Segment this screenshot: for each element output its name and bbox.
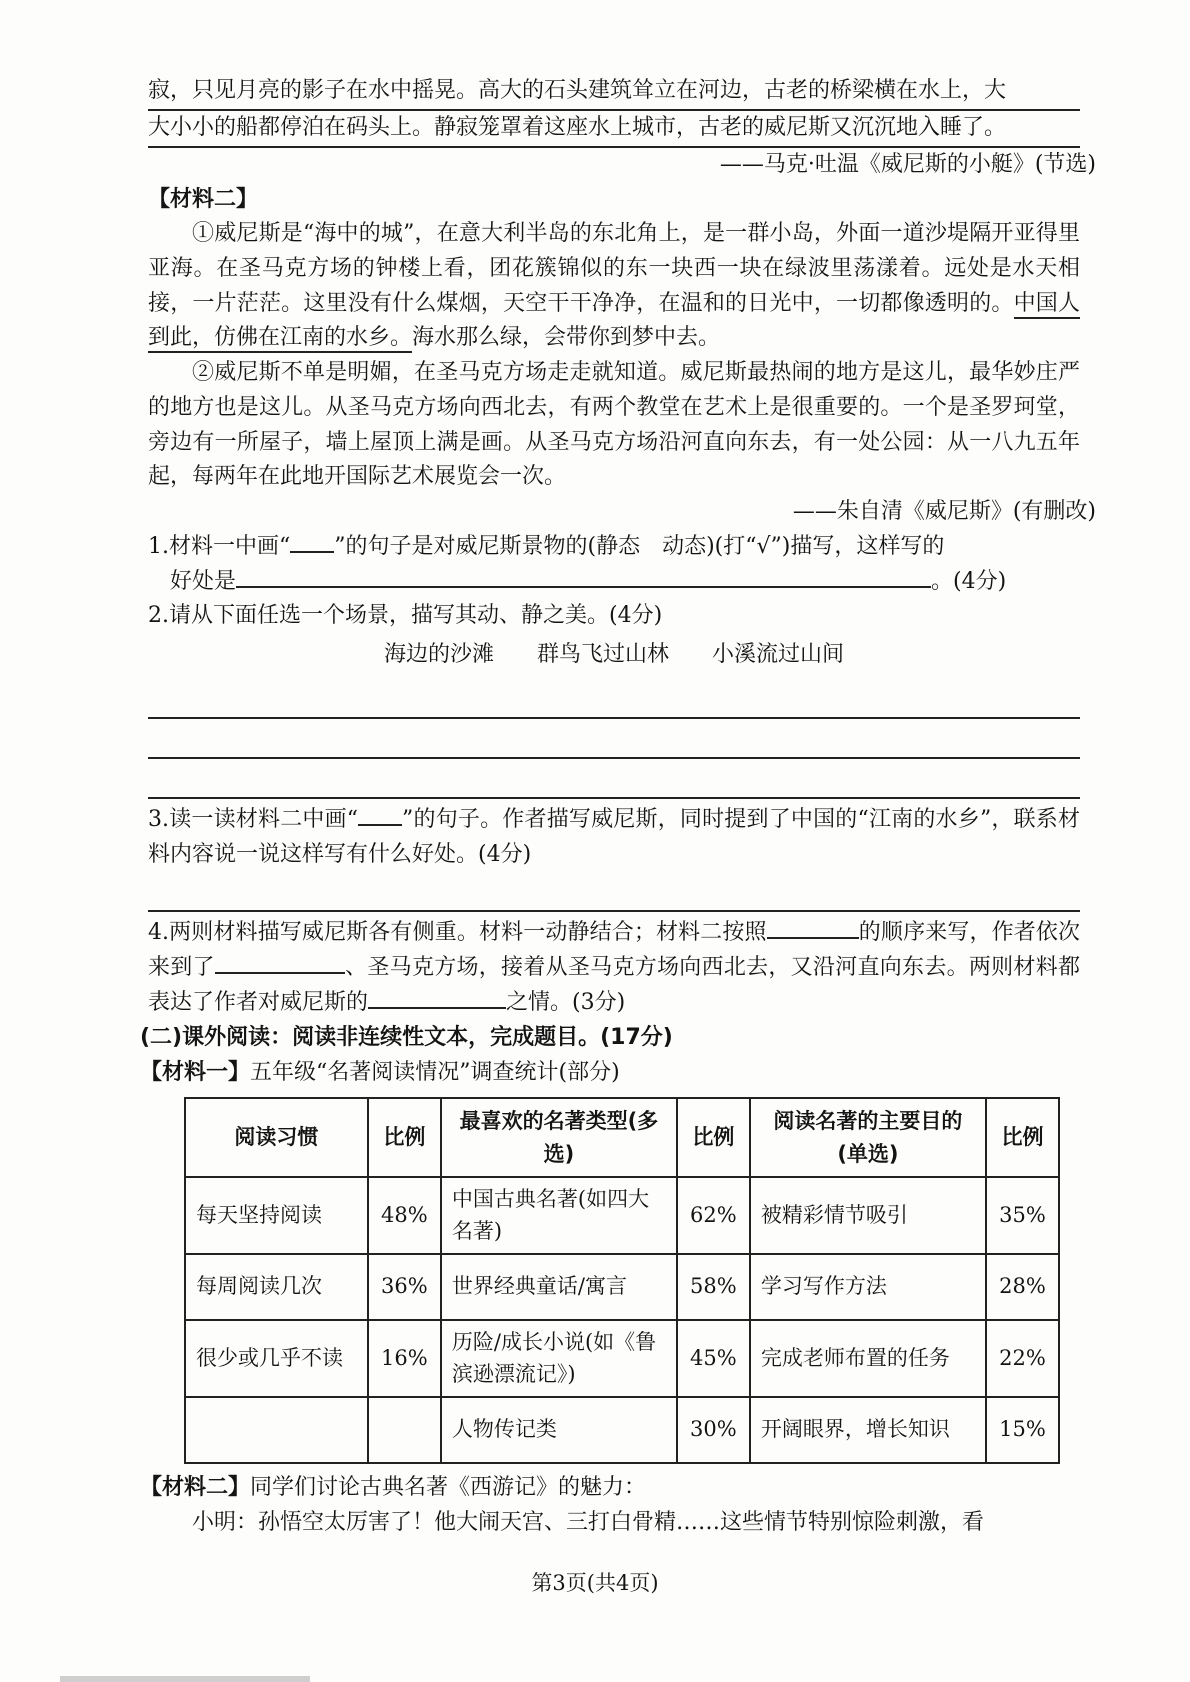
q2-option-stream: 小溪流过山间 (712, 642, 845, 667)
q1-underline-sample (290, 531, 334, 553)
q3-answer-line[interactable] (148, 872, 1080, 912)
reading-survey-table (184, 1097, 1060, 1464)
material1-tail (148, 74, 1096, 182)
question-3 (148, 803, 1080, 873)
cell-ratio: 35% (986, 1177, 1059, 1254)
q1-text-c: 好处是 (170, 568, 237, 594)
cell-purpose: 学习写作方法 (750, 1254, 986, 1320)
q2-option-beach: 海边的沙滩 (383, 642, 494, 667)
cell-type: 历险/成长小说(如《鲁滨逊漂流记》) (441, 1320, 677, 1397)
q4-blank-order[interactable] (767, 917, 859, 939)
table-row (185, 1177, 1059, 1254)
page-footer: 第3页(共4页) (531, 1570, 659, 1595)
cell-ratio: 15% (986, 1397, 1059, 1463)
p1-text: ①威尼斯是“海中的城”，在意大利半岛的东北角上，是一群小岛，外面一道沙堤隔开亚得里亚海。在圣马克方场的钟楼上看，团花簇锦似的东一块西一块在绿波里荡漾着。远处是水天相接，一片茫茫。这里没有什么煤烟，天空干干净净，在温和的日光中，一切都像透明的。 (148, 221, 1080, 316)
col-header-ratio-1: 比例 (368, 1098, 441, 1177)
cell-ratio: 48% (368, 1177, 441, 1254)
question-4 (148, 916, 1080, 1020)
m1-title: 五年级“名著阅读情况”调查统计(部分) (250, 1060, 620, 1086)
cell-purpose: 开阔眼界，增长知识 (750, 1397, 986, 1463)
q4-blank-place[interactable] (215, 952, 345, 974)
material1-source: ——马克·吐温《威尼斯的小艇》(节选) (719, 151, 1096, 177)
q4-blank-feeling[interactable] (368, 987, 506, 1009)
section2-material1-title (140, 1055, 1080, 1091)
cell-ratio: 30% (677, 1397, 750, 1463)
col-header-habit: 阅读习惯 (185, 1098, 368, 1177)
cell-habit (185, 1397, 368, 1463)
cell-ratio: 58% (677, 1254, 750, 1320)
cell-ratio: 45% (677, 1320, 750, 1397)
q4-text-a: 4.两则材料描写威尼斯各有侧重。材料一动静结合；材料二按照 (148, 920, 767, 946)
table-header-row (185, 1098, 1059, 1177)
q2-options (148, 638, 1080, 673)
cell-ratio: 28% (986, 1254, 1059, 1320)
q2-option-birds: 群鸟飞过山林 (536, 642, 669, 667)
cell-habit: 每天坚持阅读 (185, 1177, 368, 1254)
q4-text-b: 的顺序来写，作者依次来到了 (148, 920, 1080, 980)
q1-text-d: 。(4分) (931, 568, 1007, 594)
cell-type: 世界经典童话/寓言 (441, 1254, 677, 1320)
col-header-ratio-3: 比例 (986, 1098, 1059, 1177)
m1-label: 【材料一】 (140, 1059, 251, 1086)
q4-text-d: 之情。(3分) (506, 989, 626, 1015)
table-row (185, 1254, 1059, 1320)
material2-source: ——朱自清《威尼斯》(有删改) (792, 499, 1096, 524)
scan-edge-mark (60, 1676, 310, 1682)
p1-text-end: 海水那么绿，会带你到梦中去。 (412, 325, 721, 351)
question-1 (148, 530, 1080, 600)
cell-ratio (368, 1397, 441, 1463)
q2-answer-line-3[interactable] (148, 759, 1080, 799)
q2-answer-line-2[interactable] (148, 719, 1080, 759)
cell-purpose: 被精彩情节吸引 (750, 1177, 986, 1254)
underlined-sentence-line2: 大小小的船都停泊在码头上。静寂笼罩着这座水上城市，古老的威尼斯又沉沉地入睡了。 (148, 111, 1080, 148)
section2-material2 (140, 1470, 1080, 1506)
material2-paragraph2: ②威尼斯不单是明媚，在圣马克方场走走就知道。威尼斯最热闹的地方是这儿，最华妙庄严的地方也是这儿。从圣马克方场向西北去，有两个教堂在艺术上是很重要的。一个是圣罗珂堂，旁边有一所屋子，墙上屋顶上满是画。从圣马克方场沿河直向东去，有一处公园：从一八九五年起，每两年在此地开国际艺术展览会一次。 (148, 360, 1080, 490)
underlined-sentence-line1: 寂，只见月亮的影子在水中摇晃。高大的石头建筑耸立在河边，古老的桥梁横在水上，大 (148, 74, 1080, 111)
p1-underlined-sentence: 中国人到此，仿佛在江南的水乡。 (148, 291, 1080, 354)
q3-underline-sample (358, 804, 402, 826)
cell-purpose: 完成老师布置的任务 (750, 1320, 986, 1397)
q1-text-a: 1.材料一中画“ (148, 533, 291, 559)
material2 (148, 182, 1096, 530)
cell-type: 人物传记类 (441, 1397, 677, 1463)
cell-habit: 每周阅读几次 (185, 1254, 368, 1320)
table-row (185, 1320, 1059, 1397)
col-header-ratio-2: 比例 (677, 1098, 750, 1177)
cell-type: 中国古典名著(如四大名著) (441, 1177, 677, 1254)
q1-text-b: ”的句子是对威尼斯景物的(静态 动态)(打“√”)描写，这样写的 (334, 533, 945, 559)
cell-habit: 很少或几乎不读 (185, 1320, 368, 1397)
cell-ratio: 22% (986, 1320, 1059, 1397)
q3-text-b: ”的句子。作者描写威尼斯，同时提到了中国的“江南的水乡”，联系材料内容说一说这样写有什么好处。(4分) (148, 806, 1080, 867)
section2-heading: (二)课外阅读：阅读非连续性文本，完成题目。(17分) (140, 1024, 673, 1050)
m2-label: 【材料二】 (140, 1474, 251, 1501)
q4-text-c: 、圣马克方场，接着从圣马克方场向西北去，又沿河直向东去。两则材料都表达了作者对威尼斯的 (148, 955, 1080, 1015)
question-2: 2.请从下面任选一个场景，描写其动、静之美。(4分) (148, 603, 663, 629)
m2-intro: 同学们讨论古典名著《西游记》的魅力： (250, 1475, 647, 1501)
col-header-purpose: 阅读名著的主要目的(单选) (750, 1098, 986, 1177)
q1-answer-blank[interactable] (236, 566, 931, 588)
material2-paragraph1 (148, 217, 1080, 356)
q2-answer-line-1[interactable] (148, 679, 1080, 719)
cell-ratio: 36% (368, 1254, 441, 1320)
q3-text-a: 3.读一读材料二中画“ (148, 806, 359, 832)
cell-ratio: 62% (677, 1177, 750, 1254)
table-row (185, 1397, 1059, 1463)
xiaoming-statement: 小明：孙悟空太厉害了！他大闹天宫、三打白骨精……这些情节特别惊险刺激，看 (192, 1509, 985, 1535)
material2-heading: 【材料二】 (148, 186, 259, 213)
col-header-type: 最喜欢的名著类型(多选) (441, 1098, 677, 1177)
cell-ratio: 16% (368, 1320, 441, 1397)
